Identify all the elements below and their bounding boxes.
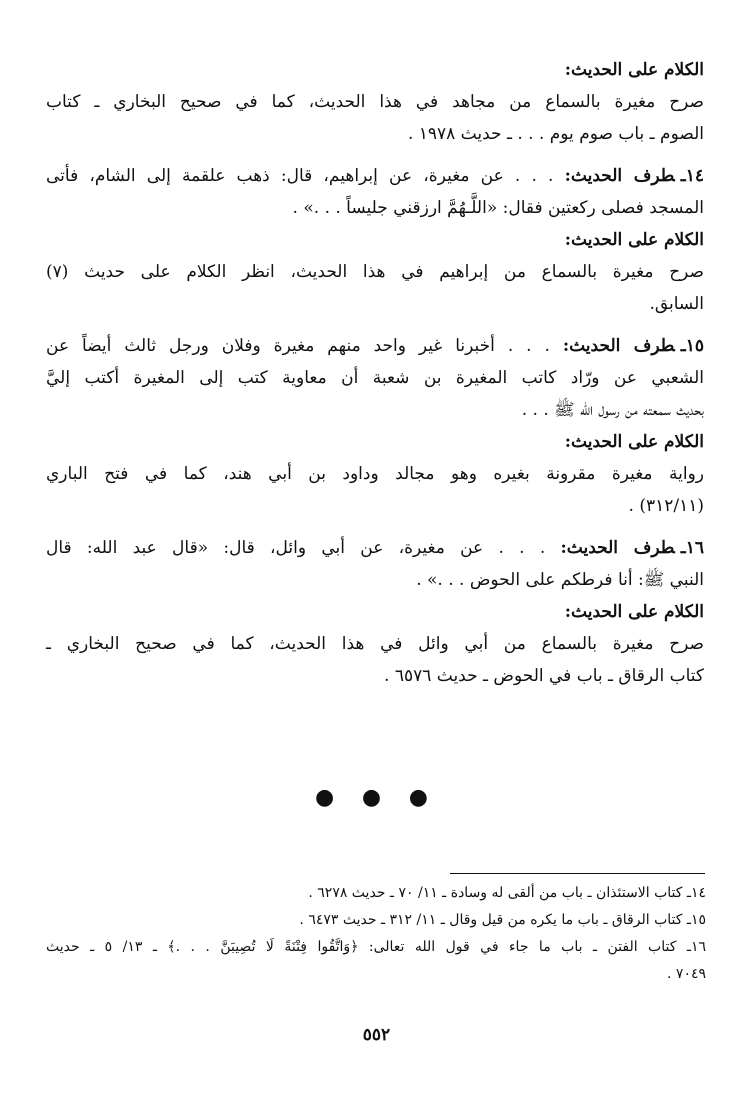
comment-15-line-1: رواية مغيرة مقرونة بغيره وهو مجالد وداود بن أبي هند، كما في فتح الباري — [46, 464, 704, 484]
main-text — [46, 54, 704, 692]
comment-heading-15: الكلام على الحديث: — [564, 432, 704, 452]
page-number: ٥٥٢ — [362, 1025, 391, 1045]
comment-16-line-1: صرح مغيرة بالسماع من أبي وائل في هذا الحديث، كما في صحيح البخاري ـ — [46, 634, 704, 654]
hadith-14-label: طرف الحديث: — [564, 166, 675, 186]
hadith-14-number: ١٤ـ — [680, 166, 704, 186]
hadith-16-text: . . . عن مغيرة، عن أبي وائل، قال: «قال عبد الله: قال — [46, 538, 546, 558]
footnote-divider — [450, 873, 705, 874]
footnote-16-line-1: ١٦ـ كتاب الفتن ـ باب ما جاء في قول الله تعالى: ﴿وَاتَّقُوا فِتْنَةً لَا تُصِيبَنَّ . . .﴾ ـ ١٣/ ٥ ـ حديث — [46, 939, 706, 955]
hadith-16-label: طرف الحديث: — [560, 538, 675, 558]
hadith-14-line-2: المسجد فصلى ركعتين فقال: «اللَّـهُمَّ ارزقني جليساً . . .» . — [292, 198, 704, 218]
footnote-16-line-2: ٧٠٤٩ . — [667, 966, 706, 982]
hadith-15-line-3: بحديث سمعته من رسول الله ﷺ . . . — [521, 400, 704, 420]
comment-16-line-2: كتاب الرقاق ـ باب في الحوض ـ حديث ٦٥٧٦ . — [384, 666, 704, 686]
comment-heading-14: الكلام على الحديث: — [564, 230, 704, 250]
footnotes — [46, 880, 706, 988]
comment-14-line-1: صرح مغيرة بالسماع من إبراهيم في هذا الحديث، انظر الكلام على حديث (٧) — [46, 262, 704, 282]
comment-heading-16: الكلام على الحديث: — [564, 602, 704, 622]
comment-13-line-2: الصوم ـ باب صوم يوم . . . ـ حديث ١٩٧٨ . — [407, 124, 704, 144]
comment-14-line-2: السابق. — [649, 294, 704, 314]
comment-13-line-1: صرح مغيرة بالسماع من مجاهد في هذا الحديث، كما في صحيح البخاري ـ كتاب — [46, 92, 704, 112]
comment-heading-13: الكلام على الحديث: — [564, 60, 704, 80]
section-separator: ● ● ● — [315, 784, 438, 810]
spacer — [46, 522, 704, 532]
hadith-15-line-2: الشعبي عن ورّاد كاتب المغيرة بن شعبة أن معاوية كتب إلى المغيرة أكتب إليَّ — [46, 368, 704, 388]
hadith-16-number: ١٦ـ — [680, 538, 704, 558]
hadith-15-number: ١٥ـ — [680, 336, 704, 356]
hadith-14-line-1 — [46, 160, 704, 192]
hadith-15-label: طرف الحديث: — [562, 336, 675, 356]
hadith-15-text: . . . أخبرنا غير واحد منهم مغيرة وفلان ورجل ثالث أيضاً عن — [46, 336, 550, 356]
comment-15-line-2: (٣١٢/١١) . — [628, 496, 704, 516]
footnote-15: ١٥ـ كتاب الرقاق ـ باب ما يكره من قيل وقال ـ ١١/ ٣١٢ ـ حديث ٦٤٧٣ . — [299, 912, 706, 928]
spacer — [46, 150, 704, 160]
hadith-14-text: . . . عن مغيرة، عن إبراهيم، قال: ذهب علقمة إلى الشام، فأتى — [46, 166, 554, 186]
hadith-16-line-2: النبي ﷺ: أنا فرطكم على الحوض . . .» . — [416, 570, 704, 590]
hadith-15-line-1 — [46, 330, 704, 362]
hadith-16-line-1 — [46, 532, 704, 564]
footnote-14: ١٤ـ كتاب الاستئذان ـ باب من ألقى له وسادة ـ ١١/ ٧٠ ـ حديث ٦٢٧٨ . — [308, 885, 706, 901]
spacer — [46, 320, 704, 330]
